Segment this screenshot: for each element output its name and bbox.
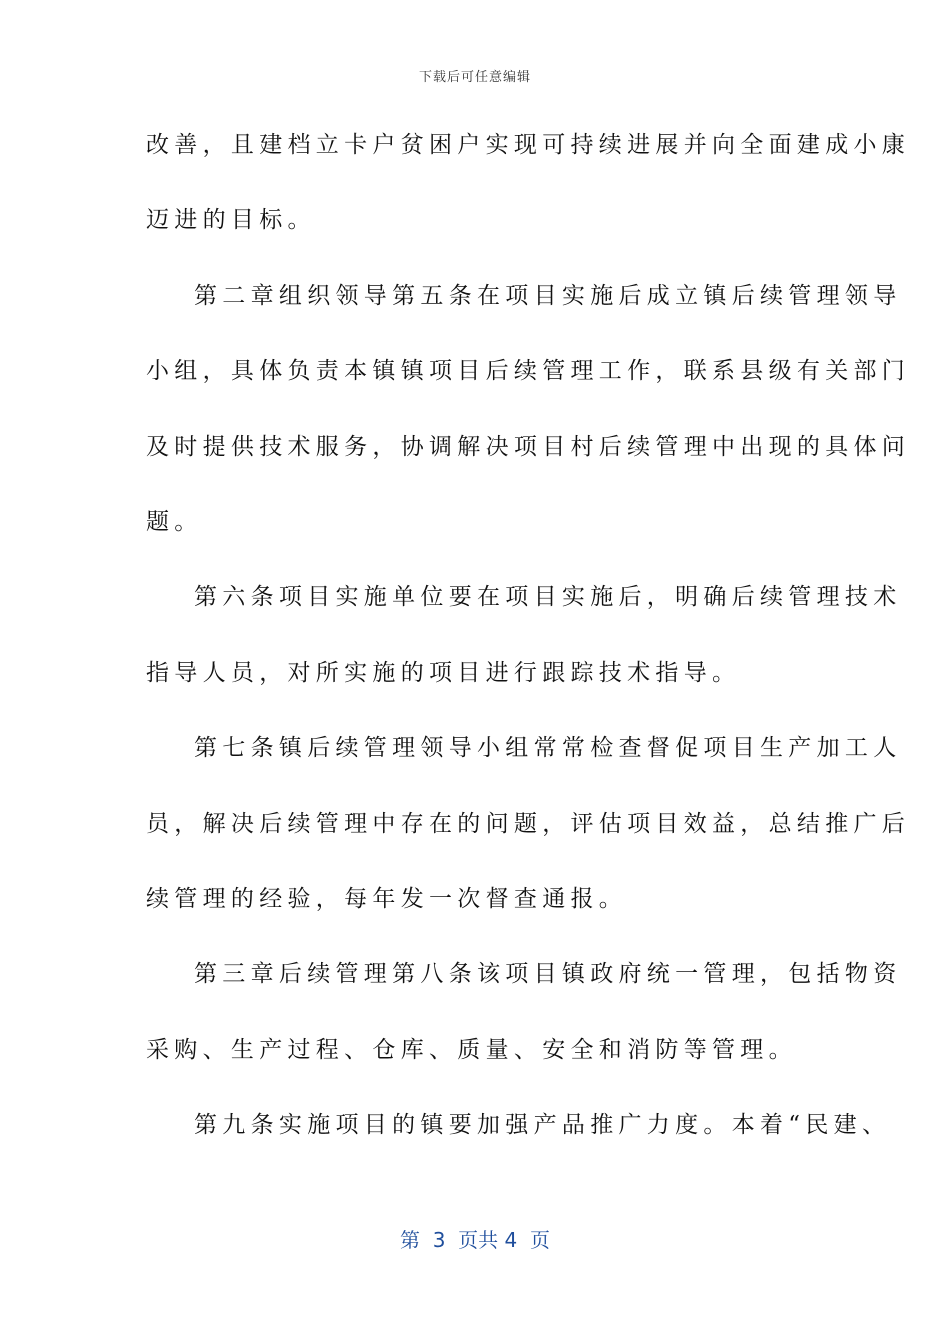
page-number-footer: 第 3 页共 4 页 xyxy=(400,1228,550,1252)
text-line: 小组，具体负责本镇镇项目后续管理工作，联系县级有关部门 xyxy=(146,358,911,385)
text-line: 及时提供技术服务，协调解决项目村后续管理中出现的具体问 xyxy=(146,433,911,460)
text-line: 续管理的经验，每年发一次督查通报。 xyxy=(146,885,628,912)
text-line: 改善，且建档立卡户贫困户实现可持续进展并向全面建成小康 xyxy=(146,132,911,158)
text-line: 第三章后续管理第八条该项目镇政府统一管理，包括物资 xyxy=(194,961,902,988)
document-body xyxy=(146,122,911,1177)
text-line: 员，解决后续管理中存在的问题，评估项目效益，总结推广后 xyxy=(146,810,911,837)
text-line: 第二章组织领导第五条在项目实施后成立镇后续管理领导 xyxy=(194,282,902,309)
page-header-note: 下载后可任意编辑 xyxy=(418,70,531,85)
text-line: 第九条实施项目的镇要加强产品推广力度。本着“民建、 xyxy=(194,1112,891,1139)
text-line: 采购、生产过程、仓库、质量、安全和消防等管理。 xyxy=(146,1036,797,1063)
text-line: 指导人员，对所实施的项目进行跟踪技术指导。 xyxy=(146,659,741,686)
text-line: 第七条镇后续管理领导小组常常检查督促项目生产加工人 xyxy=(194,735,902,762)
text-line: 迈进的目标。 xyxy=(146,207,316,234)
text-line: 题。 xyxy=(146,508,203,535)
text-line: 第六条项目实施单位要在项目实施后，明确后续管理技术 xyxy=(194,584,902,611)
